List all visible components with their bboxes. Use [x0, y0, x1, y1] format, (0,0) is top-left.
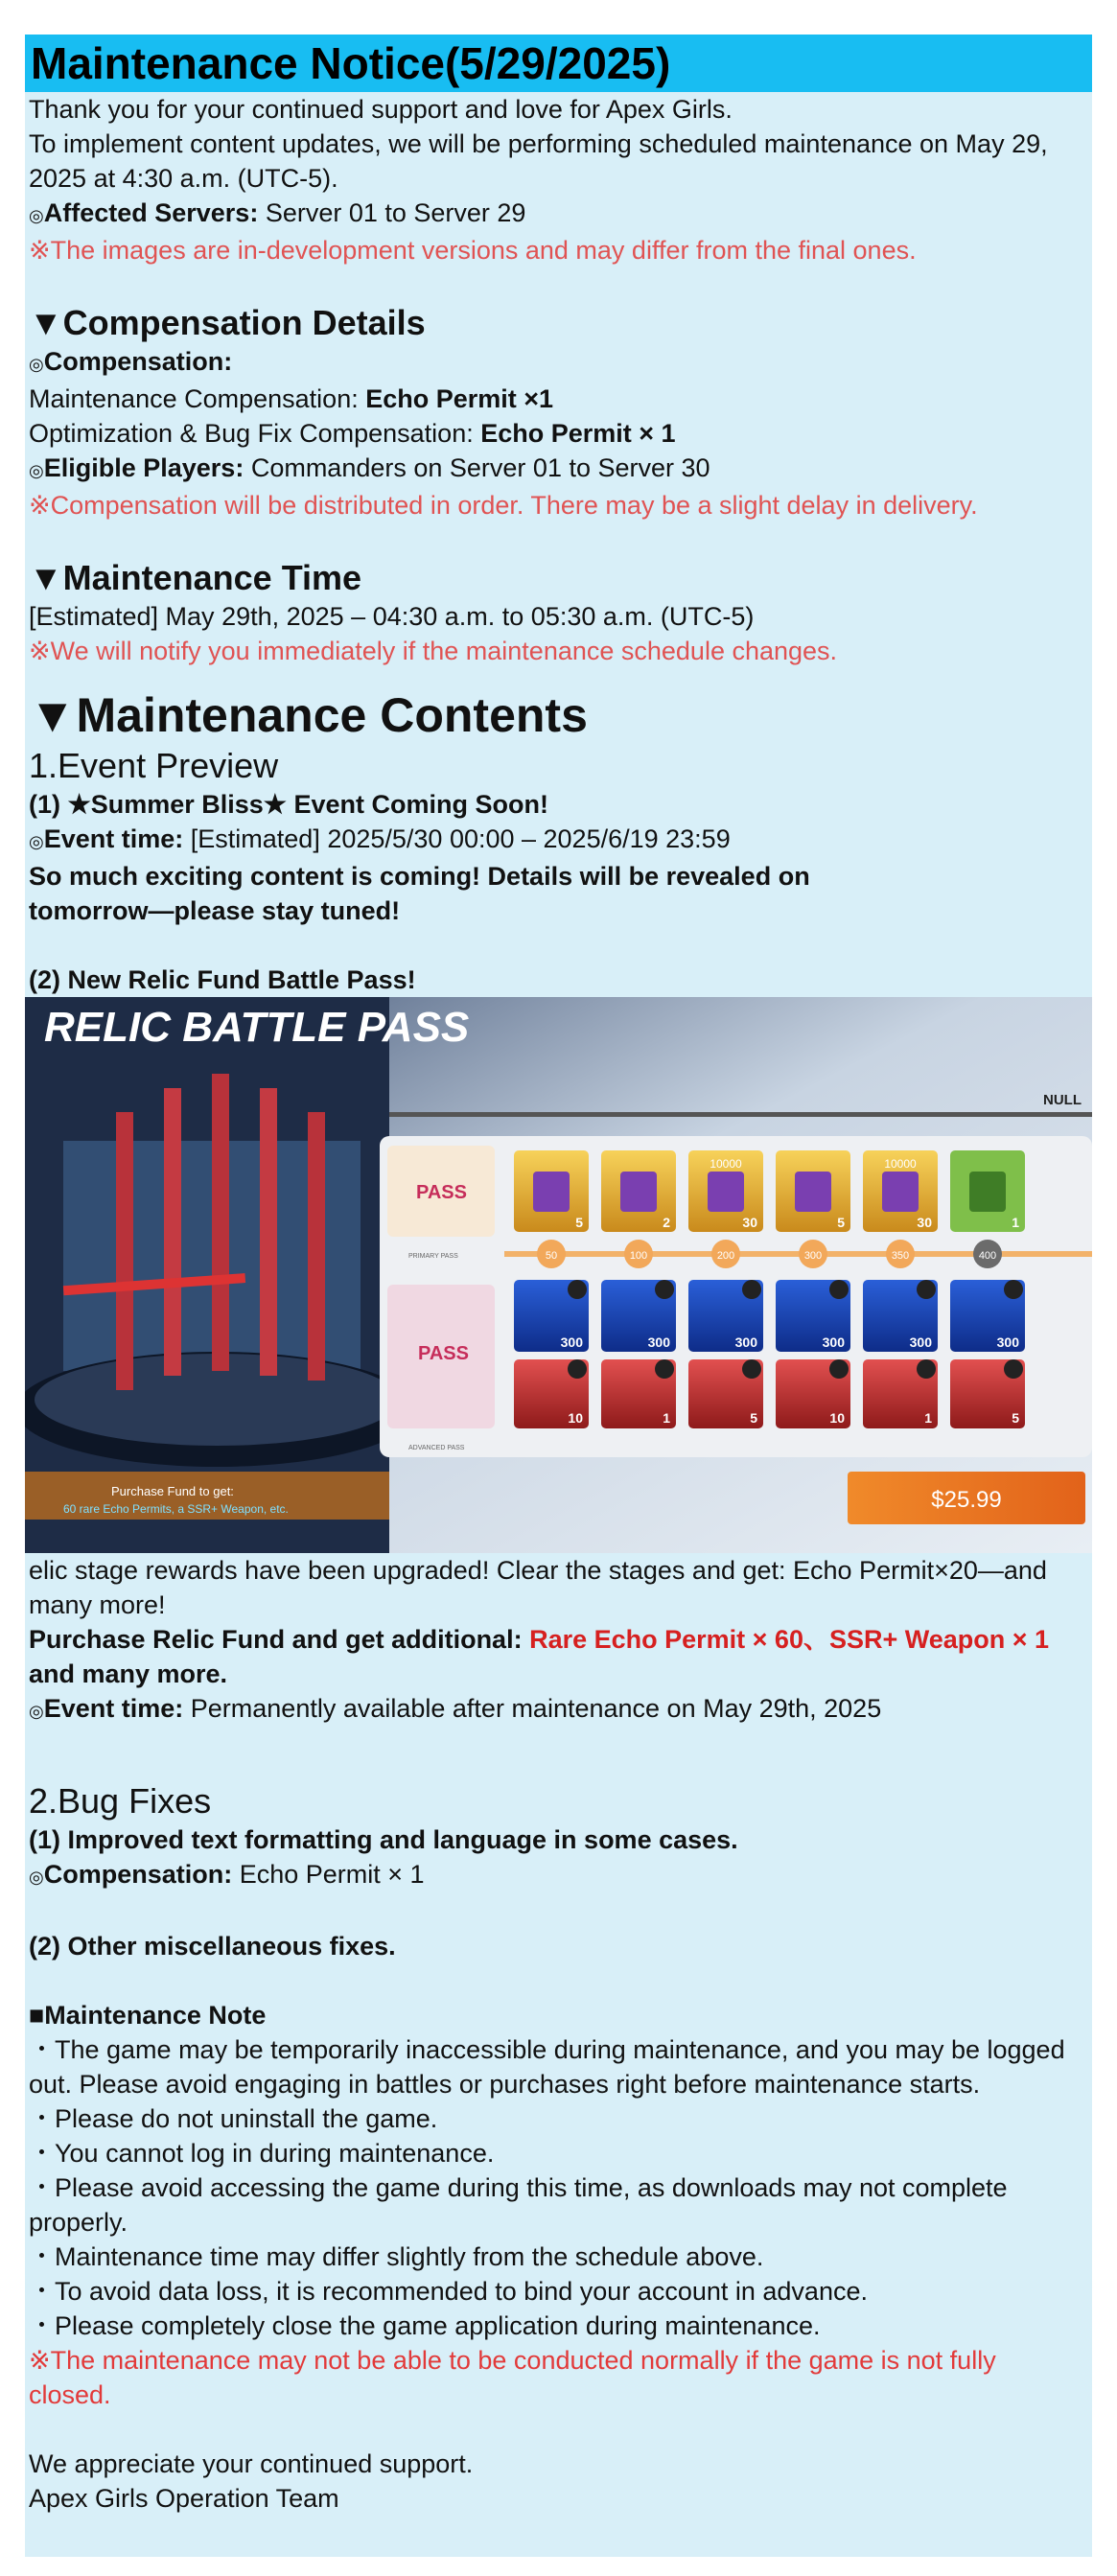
reward-item-icon: [620, 1172, 657, 1212]
bug-fixes-heading: 2.Bug Fixes: [29, 1781, 212, 1821]
note-item: ・Maintenance time may differ slightly from the schedule above.: [29, 2242, 764, 2271]
milestone-label: 350: [891, 1250, 910, 1262]
maintenance-time-heading: ▼Maintenance Time: [29, 558, 362, 597]
notice-page: [25, 35, 1092, 2557]
maintenance-contents-heading: ▼Maintenance Contents: [29, 688, 588, 742]
lock-icon: [655, 1280, 674, 1299]
exp-value: 10000: [884, 1157, 917, 1171]
relic-purchase-line: Purchase Relic Fund and get additional: Rare Echo Permit × 60、SSR+ Weapon × 1 and many more.: [29, 1625, 1050, 1688]
compensation-note: ※Compensation will be distributed in order. There may be a slight delay in delivery.: [29, 491, 978, 520]
maintenance-warning: ※The maintenance may not be able to be conducted normally if the game is not fully closed.: [29, 2346, 996, 2409]
relic-rewards-text: elic stage rewards have been upgraded! Clear the stages and get: Echo Permit×20—and many more!: [29, 1556, 1047, 1619]
lock-icon: [917, 1280, 936, 1299]
milestone-label: 50: [545, 1250, 558, 1262]
bullet-icon: ◎: [29, 355, 44, 374]
crystal-count: 300: [996, 1334, 1019, 1350]
milestone-label: 400: [978, 1250, 997, 1262]
advanced-reward-count: 10: [568, 1410, 583, 1426]
closing-line: We appreciate your continued support.: [29, 2449, 474, 2478]
intro-line-2: To implement content updates, we will be performing scheduled maintenance on May 29, 2025 at 4:30 a.m. (UTC-5).: [29, 129, 1048, 193]
crystal-count: 300: [822, 1334, 845, 1350]
advanced-reward-count: 5: [750, 1410, 757, 1426]
svg-text:PRIMARY PASS: PRIMARY PASS: [408, 1253, 458, 1260]
lock-icon: [568, 1359, 587, 1379]
price-label: $25.99: [931, 1487, 1002, 1513]
reward-item-icon: [795, 1172, 831, 1212]
primary-reward-count: 1: [1012, 1215, 1019, 1230]
lock-icon: [1004, 1280, 1023, 1299]
summer-bliss-teaser: So much exciting content is coming! Details will be revealed on tomorrow—please stay tuned!: [29, 862, 810, 925]
lock-icon: [917, 1359, 936, 1379]
bullet-icon: ◎: [29, 832, 44, 851]
eligible-players: ◎Eligible Players: Commanders on Server 01 to Server 30: [29, 453, 710, 482]
title-bar: [25, 35, 1092, 92]
advanced-reward-count: 1: [663, 1410, 670, 1426]
team-signature: Apex Girls Operation Team: [29, 2484, 339, 2513]
crystal-count: 300: [560, 1334, 583, 1350]
bullet-icon: ◎: [29, 206, 44, 225]
maintenance-time-value: [Estimated] May 29th, 2025 – 04:30 a.m. to 05:30 a.m. (UTC-5): [29, 602, 755, 631]
note-item: ・Please completely close the game application during maintenance.: [29, 2311, 821, 2340]
milestone-label: 300: [803, 1250, 823, 1262]
milestone-label: 200: [716, 1250, 735, 1262]
notice-content: [29, 92, 1083, 2516]
lock-icon: [742, 1280, 761, 1299]
note-item: ・Please avoid accessing the game during this time, as downloads may not complete properly.: [29, 2173, 1008, 2237]
advanced-reward-count: 10: [829, 1410, 845, 1426]
affected-servers-label: Affected Servers:: [43, 198, 259, 227]
summer-bliss-title: (1) ★Summer Bliss★ Event Coming Soon!: [29, 790, 548, 819]
lock-icon: [568, 1280, 587, 1299]
lock-icon: [655, 1359, 674, 1379]
lock-icon: [829, 1280, 849, 1299]
affected-servers: [29, 196, 1083, 233]
event-preview-heading: 1.Event Preview: [29, 746, 279, 785]
banner-title: RELIC BATTLE PASS: [44, 1004, 470, 1051]
optimization-compensation: Optimization & Bug Fix Compensation: Echo Permit × 1: [29, 419, 676, 448]
crystal-count: 300: [734, 1334, 757, 1350]
maintenance-note-heading: ■Maintenance Note: [29, 2001, 267, 2030]
lock-icon: [742, 1359, 761, 1379]
svg-text:ADVANCED PASS: ADVANCED PASS: [408, 1445, 465, 1451]
compensation-label: Compensation:: [43, 347, 233, 376]
lock-icon: [829, 1359, 849, 1379]
bug-fix-item-2: (2) Other miscellaneous fixes.: [29, 1932, 396, 1961]
primary-reward-count: 5: [837, 1215, 845, 1230]
primary-reward-count: 5: [575, 1215, 583, 1230]
maintenance-time-note: ※We will notify you immediately if the maintenance schedule changes.: [29, 637, 838, 665]
note-item: ・To avoid data loss, it is recommended to bind your account in advance.: [29, 2277, 868, 2306]
reward-item-icon: [533, 1172, 570, 1212]
compensation-heading: ▼Compensation Details: [29, 303, 426, 342]
compensation-label-row: [29, 344, 1083, 382]
affected-servers-value: Server 01 to Server 29: [258, 198, 526, 227]
relic-battle-pass-banner: [25, 997, 1092, 1553]
reward-item-icon: [969, 1172, 1006, 1212]
relic-fund-title: (2) New Relic Fund Battle Pass!: [29, 965, 416, 994]
svg-text:PASS: PASS: [416, 1182, 467, 1203]
note-item: ・The game may be temporarily inaccessible during maintenance, and you may be logged out. Please avoid engaging in battles or purchases right before maintenance starts.: [29, 2035, 1065, 2099]
svg-text:PASS: PASS: [418, 1343, 469, 1364]
crystal-count: 300: [909, 1334, 932, 1350]
advanced-reward-count: 1: [924, 1410, 932, 1426]
banner-null-label: NULL: [1043, 1092, 1082, 1108]
primary-reward-count: 2: [663, 1215, 670, 1230]
bug-fix-item-1: (1) Improved text formatting and language in some cases.: [29, 1825, 738, 1854]
bullet-icon: ◎: [29, 1868, 44, 1887]
bug-fix-compensation: ◎Compensation: Echo Permit × 1: [29, 1860, 425, 1889]
primary-reward-count: 30: [742, 1215, 757, 1230]
note-item: ・You cannot log in during maintenance.: [29, 2139, 495, 2168]
maintenance-compensation: Maintenance Compensation: Echo Permit ×1: [29, 384, 554, 413]
milestone-label: 100: [629, 1250, 648, 1262]
exp-value: 10000: [710, 1157, 742, 1171]
banner-purchase-detail: 60 rare Echo Permits, a SSR+ Weapon, etc.: [63, 1502, 289, 1516]
primary-reward-count: 30: [917, 1215, 932, 1230]
summer-bliss-time: ◎Event time: [Estimated] 2025/5/30 00:00 – 2025/6/19 23:59: [29, 824, 731, 853]
banner-purchase-text: Purchase Fund to get:: [111, 1484, 234, 1498]
bullet-icon: ◎: [29, 1702, 44, 1721]
reward-item-icon: [708, 1172, 744, 1212]
page-title: Maintenance Notice(5/29/2025): [31, 38, 671, 88]
intro-line-1: Thank you for your continued support and love for Apex Girls.: [29, 95, 733, 124]
bullet-icon: ◎: [29, 461, 44, 480]
reward-item-icon: [882, 1172, 919, 1212]
note-item: ・Please do not uninstall the game.: [29, 2104, 438, 2133]
image-disclaimer: ※The images are in-development versions and may differ from the final ones.: [29, 236, 917, 265]
lock-icon: [1004, 1359, 1023, 1379]
advanced-reward-count: 5: [1012, 1410, 1019, 1426]
relic-fund-time: ◎Event time: Permanently available after maintenance on May 29th, 2025: [29, 1694, 882, 1723]
crystal-count: 300: [647, 1334, 670, 1350]
